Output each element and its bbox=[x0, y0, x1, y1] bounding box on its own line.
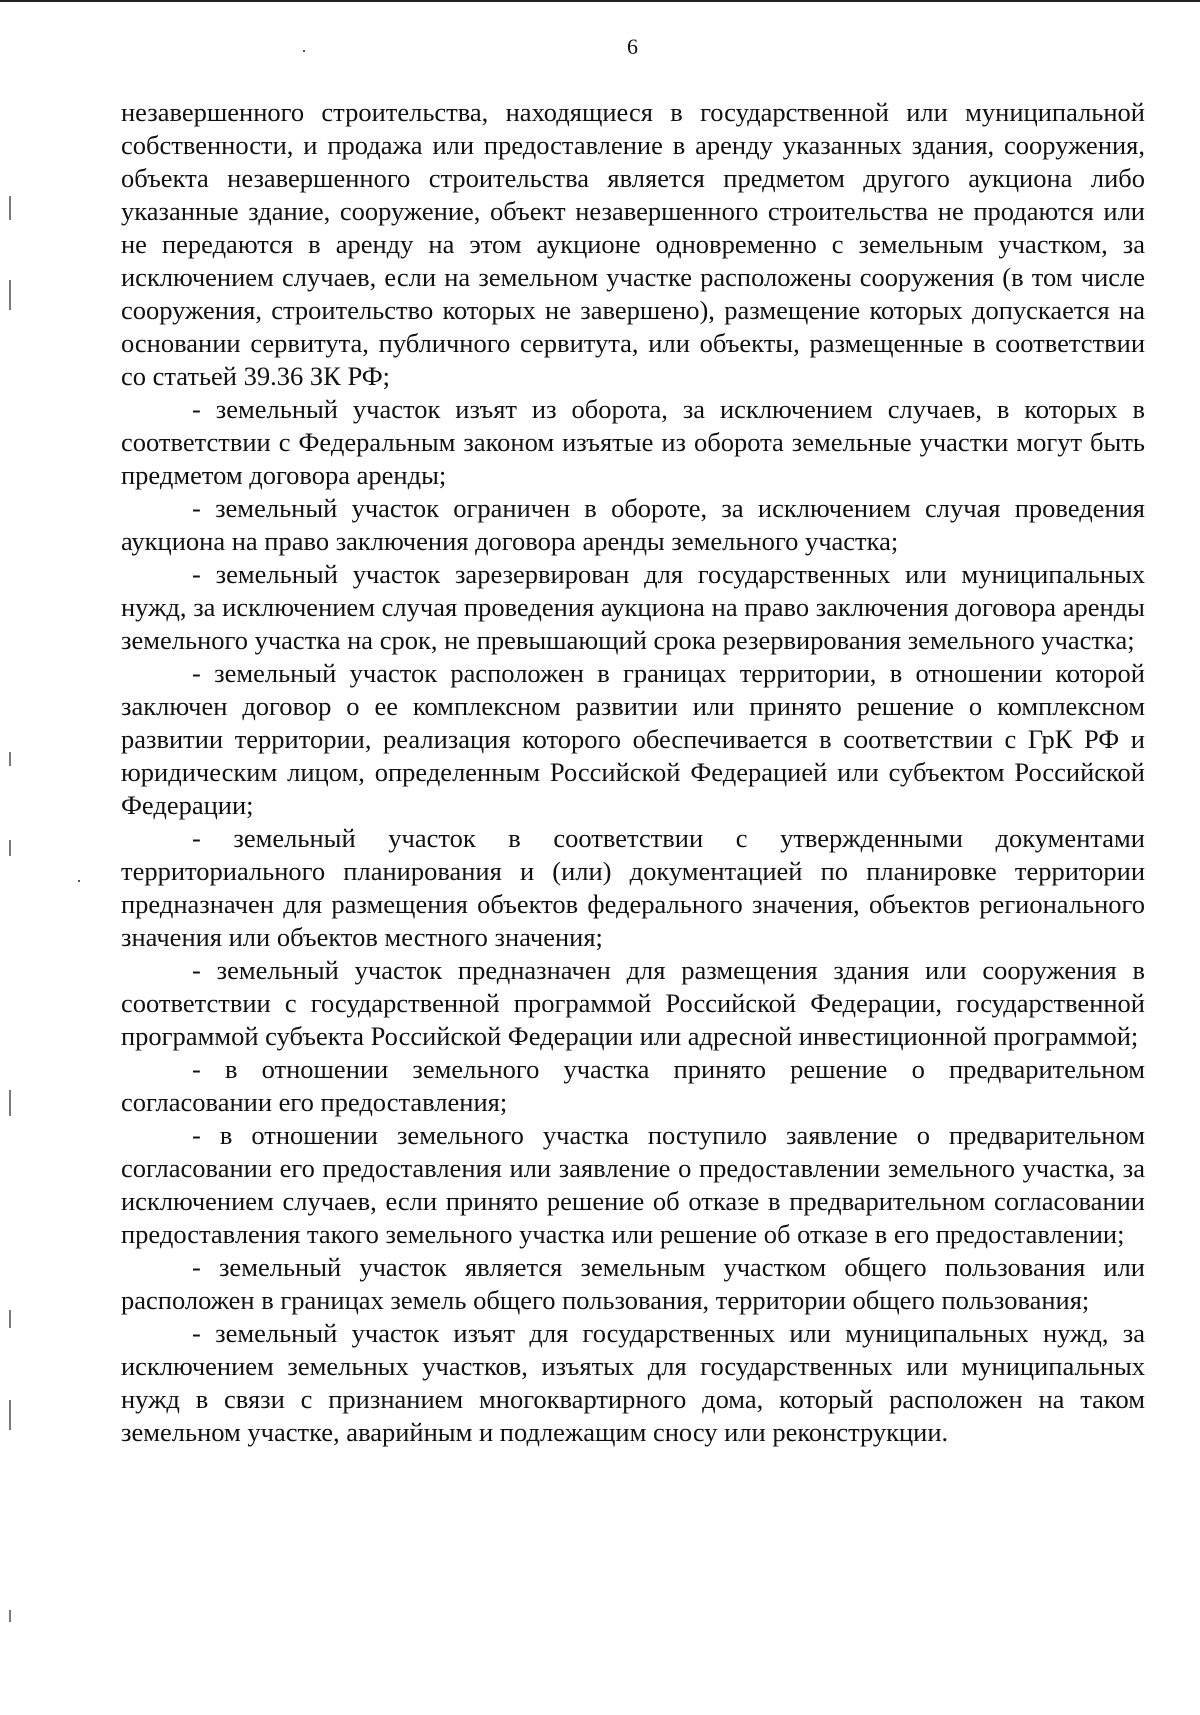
scan-artifact bbox=[9, 196, 11, 220]
document-body bbox=[121, 96, 1145, 1449]
scan-artifact bbox=[9, 1400, 11, 1430]
paragraph: незавершенного строительства, находящиеся в государственной или муниципальной собственности, и продажа или предоставление в аренду указанных здания, сооружения, объекта незавершенного строительства является предметом другого аукциона либо указанные здание, сооружение, объект незавершенного строительства не продаются или не передаются в аренду на этом аукционе одновременно с земельным участком, за исключением случаев, если на земельном участке расположены сооружения (в том числе сооружения, строительство которых не завершено), размещение которых допускается на основании сервитута, публичного сервитута, или объекты, размещенные в соответствии со статьей 39.36 ЗК РФ; bbox=[121, 97, 1145, 391]
scan-artifact bbox=[9, 840, 11, 856]
paragraph: - земельный участок предназначен для размещения здания или сооружения в соответствии с государственной программой Российской Федерации, государственной программой субъекта Российской Федерации или адресной инвестиционной программой; bbox=[121, 955, 1145, 1051]
scan-artifact bbox=[9, 752, 11, 766]
paragraph: - земельный участок ограничен в обороте, за исключением случая проведения аукциона на право заключения договора аренды земельного участка; bbox=[121, 493, 1145, 556]
page-number: 6 bbox=[627, 34, 638, 59]
paragraph: - в отношении земельного участка поступило заявление о предварительном согласовании его предоставления или заявление о предоставлении земельного участка, за исключением случаев, если принято решение об отказе в предварительном согласовании предоставления такого земельного участка или решение об отказе в его предоставлении; bbox=[121, 1120, 1145, 1249]
scan-artifact bbox=[9, 1090, 11, 1116]
paragraph: - земельный участок в соответствии с утвержденными документами территориального планирования и (или) документацией по планировке территории предназначен для размещения объектов федерального значения, объектов регионального значения или объектов местного значения; bbox=[121, 823, 1145, 952]
scan-artifact bbox=[78, 880, 80, 882]
paragraph: - земельный участок является земельным участком общего пользования или расположен в границах земель общего пользования, территории общего пользования; bbox=[121, 1252, 1145, 1315]
paragraph: - земельный участок расположен в границах территории, в отношении которой заключен договор о ее комплексном развитии или принято решение о комплексном развитии территории, реализация которого обеспечивается в соответствии с ГрК РФ и юридическим лицом, определенным Российской Федерацией или субъектом Российской Федерации; bbox=[121, 658, 1145, 820]
scan-artifact bbox=[9, 280, 11, 310]
scan-artifact bbox=[9, 1610, 11, 1622]
page-top-edge bbox=[0, 0, 1200, 2]
scan-artifact bbox=[9, 1310, 11, 1328]
paragraph: - земельный участок зарезервирован для государственных или муниципальных нужд, за исключением случая проведения аукциона на право заключения договора аренды земельного участка на срок, не превышающий срока резервирования земельного участка; bbox=[121, 559, 1145, 655]
paragraph: - земельный участок изъят из оборота, за исключением случаев, в которых в соответствии с Федеральным законом изъятые из оборота земельные участки могут быть предметом договора аренды; bbox=[121, 394, 1145, 490]
paragraph: - в отношении земельного участка принято решение о предварительном согласовании его предоставления; bbox=[121, 1054, 1145, 1117]
paragraph: - земельный участок изъят для государственных или муниципальных нужд, за исключением земельных участков, изъятых для государственных или муниципальных нужд в связи с признанием многоквартирного дома, который расположен на таком земельном участке, аварийным и подлежащим сносу или реконструкции. bbox=[121, 1318, 1145, 1447]
